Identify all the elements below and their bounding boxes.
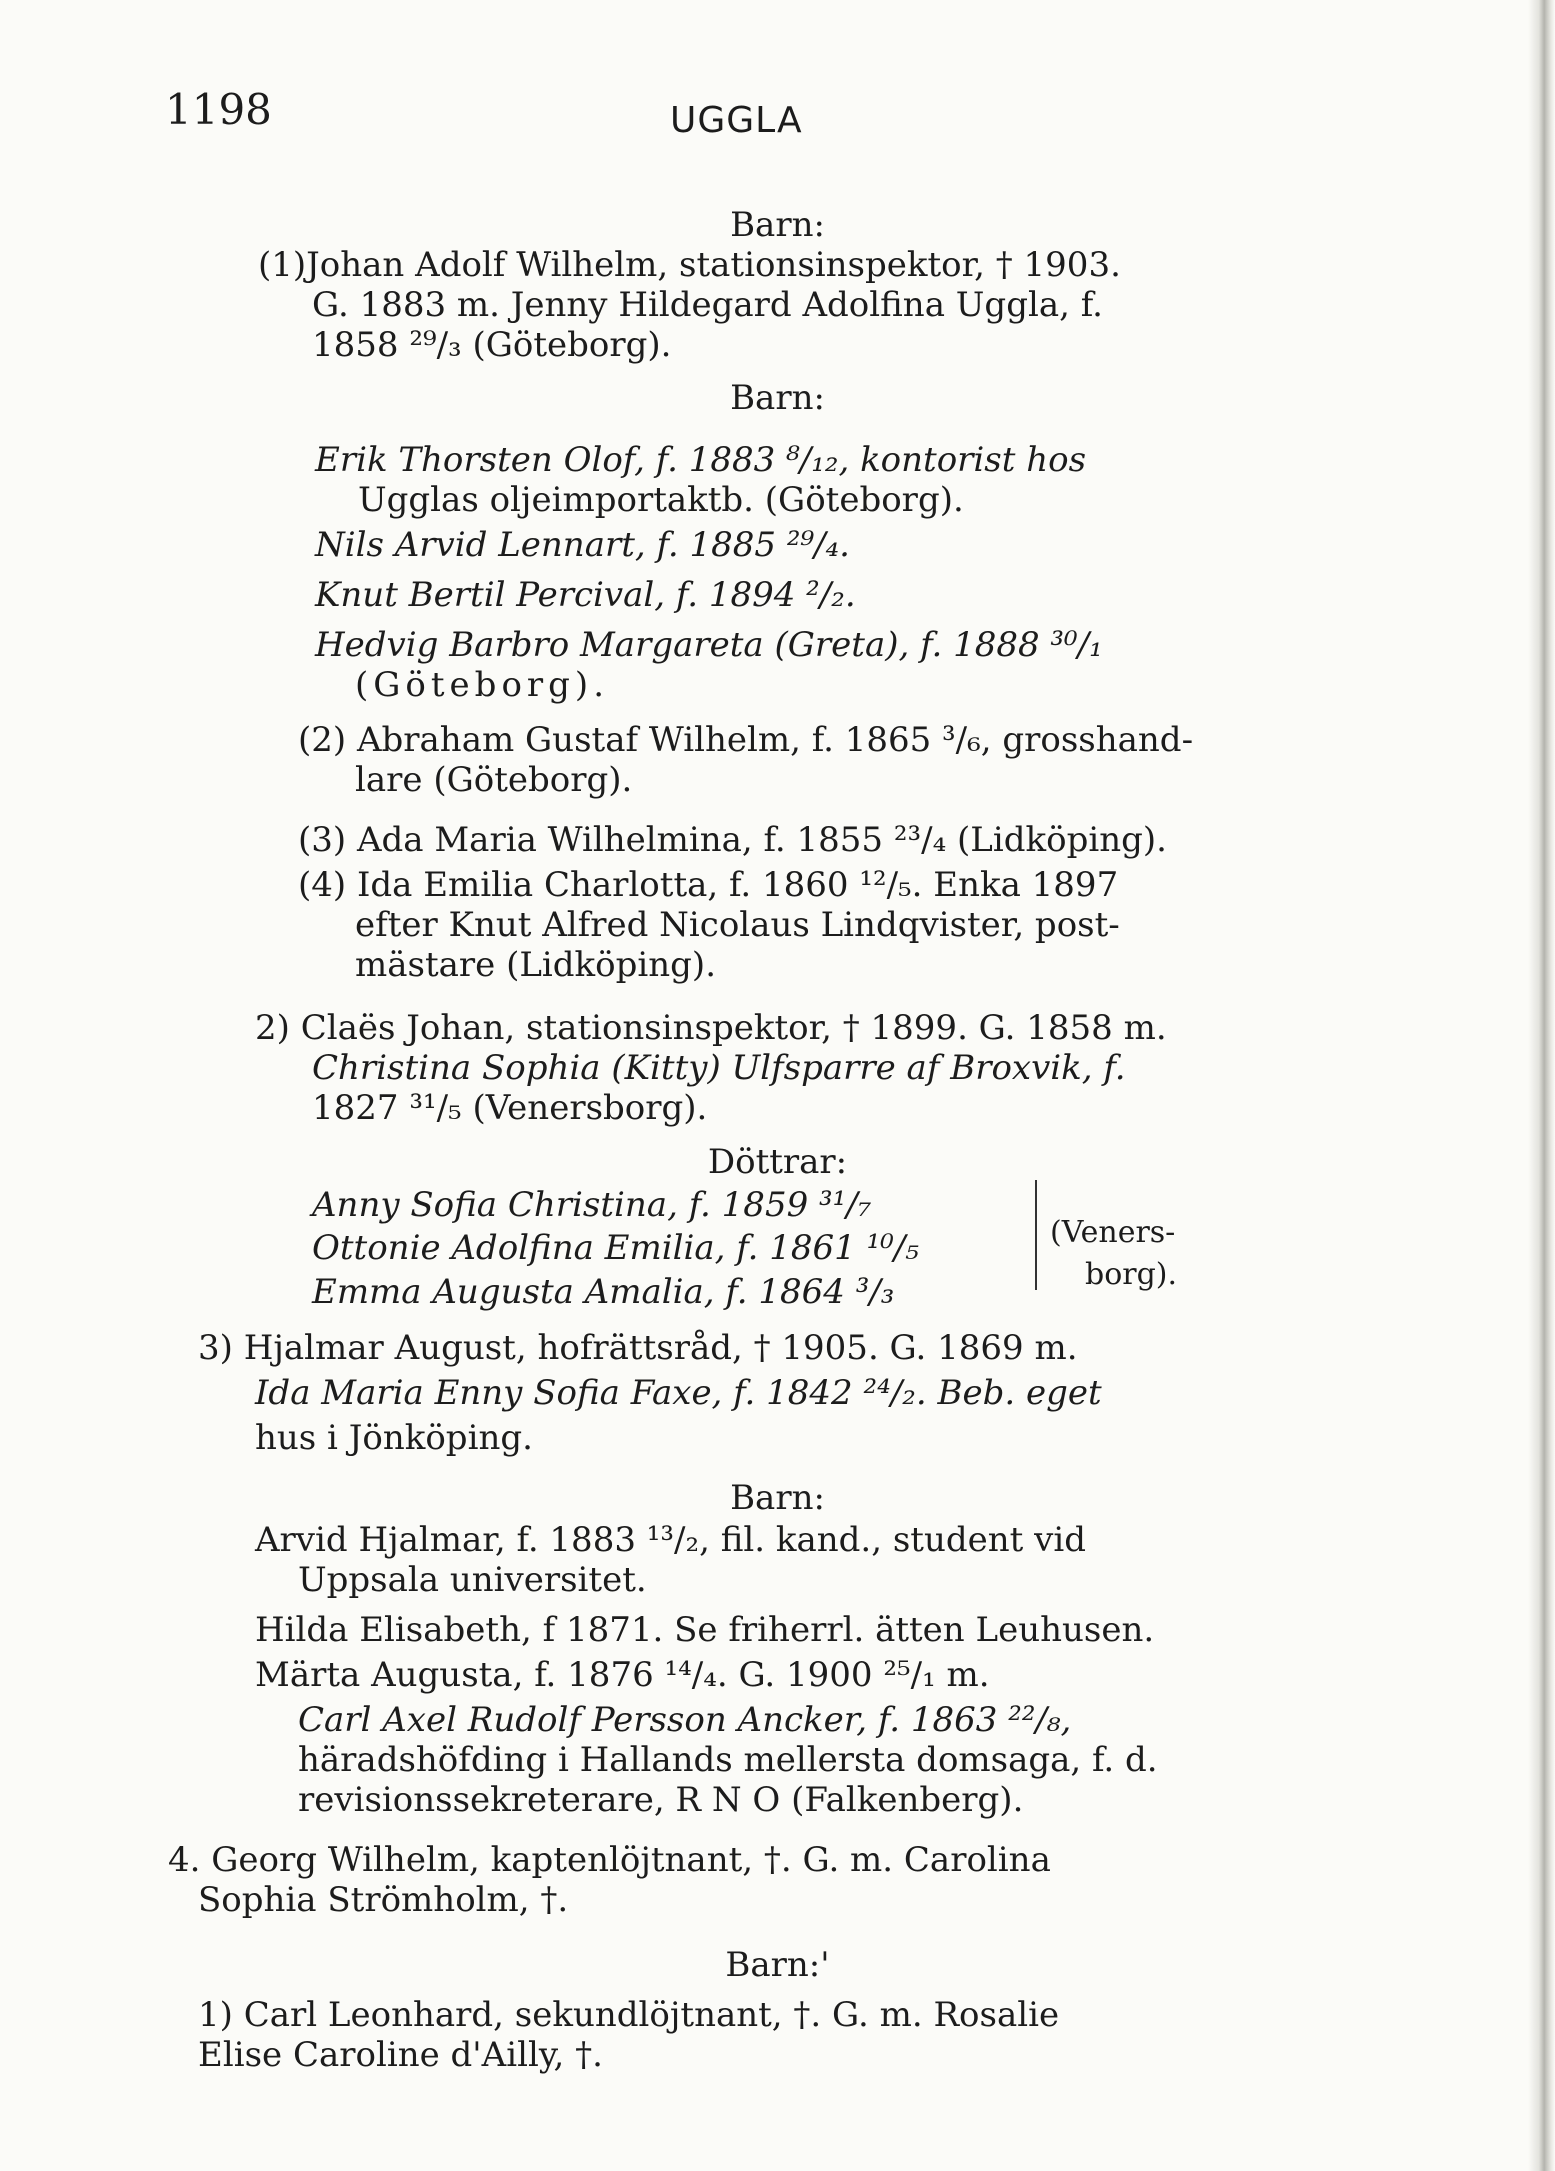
text-line: revisionssekreterare, R N O (Falkenberg). <box>298 1780 1024 1820</box>
text-line: 1827 ³¹/₅ (Venersborg). <box>312 1088 708 1128</box>
text-line: Märta Augusta, f. 1876 ¹⁴/₄. G. 1900 ²⁵/₁ m. <box>255 1655 990 1695</box>
text-line: Hedvig Barbro Margareta (Greta), f. 1888 ³⁰/₁ <box>315 625 1103 665</box>
text-line: lare (Göteborg). <box>355 760 633 800</box>
running-head: UGGLA <box>670 100 803 141</box>
text-line: Carl Axel Rudolf Persson Ancker, f. 1863 ²²/₈, <box>298 1700 1072 1740</box>
text-line: Ugglas oljeimportaktb. (Göteborg). <box>358 480 964 520</box>
text-line: Nils Arvid Lennart, f. 1885 ²⁹/₄. <box>315 525 850 565</box>
text-line: 4. Georg Wilhelm, kaptenlöjtnant, †. G. m. Carolina <box>168 1840 1051 1880</box>
text-line: Knut Bertil Percival, f. 1894 ²/₂. <box>315 575 856 615</box>
section-heading: Barn: <box>730 1478 825 1518</box>
text-line: Anny Sofia Christina, f. 1859 ³¹/₇ <box>312 1185 872 1225</box>
text-line: Sophia Strömholm, †. <box>198 1880 569 1920</box>
text-line: 3) Hjalmar August, hofrättsråd, † 1905. G. 1869 m. <box>198 1328 1078 1368</box>
text-line: Emma Augusta Amalia, f. 1864 ³/₃ <box>312 1272 895 1312</box>
text-line: häradshöfding i Hallands mellersta domsaga, f. d. <box>298 1740 1158 1780</box>
section-heading: Döttrar: <box>707 1142 848 1182</box>
text-line: 1858 ²⁹/₃ (Göteborg). <box>312 325 672 365</box>
section-heading: Barn: <box>730 378 825 418</box>
text-line: Hilda Elisabeth, f 1871. Se friherrl. ätten Leuhusen. <box>255 1610 1155 1650</box>
text-line: 1) Carl Leonhard, sekundlöjtnant, †. G. m. Rosalie <box>198 1995 1060 2035</box>
text-line: Ottonie Adolfina Emilia, f. 1861 ¹⁰/₅ <box>312 1228 919 1268</box>
text-line: (Göteborg). <box>355 665 610 705</box>
page-number: 1198 <box>165 85 272 134</box>
brace <box>1035 1180 1051 1290</box>
text-line: mästare (Lidköping). <box>355 945 717 985</box>
bracket-note: borg). <box>1085 1257 1178 1292</box>
text-line: Ida Maria Enny Sofia Faxe, f. 1842 ²⁴/₂. Beb. eget <box>255 1373 1102 1413</box>
text-line: (1)Johan Adolf Wilhelm, stationsinspektor, † 1903. <box>258 245 1121 285</box>
text-line: 2) Claës Johan, stationsinspektor, † 1899. G. 1858 m. <box>255 1008 1167 1048</box>
text-line: (2) Abraham Gustaf Wilhelm, f. 1865 ³/₆, grosshand- <box>298 720 1194 760</box>
section-heading: Barn: <box>730 205 825 245</box>
text-line: (4) Ida Emilia Charlotta, f. 1860 ¹²/₅. Enka 1897 <box>298 865 1119 905</box>
text-line: Erik Thorsten Olof, f. 1883 ⁸/₁₂, kontorist hos <box>315 440 1087 480</box>
text-line: Elise Caroline d'Ailly, †. <box>198 2035 603 2075</box>
text-line: (3) Ada Maria Wilhelmina, f. 1855 ²³/₄ (Lidköping). <box>298 820 1167 860</box>
text-line: Christina Sophia (Kitty) Ulfsparre af Broxvik, f. <box>312 1048 1126 1088</box>
text-line: G. 1883 m. Jenny Hildegard Adolfina Uggla, f. <box>312 285 1103 325</box>
text-line: Arvid Hjalmar, f. 1883 ¹³/₂, fil. kand., student vid <box>255 1520 1086 1560</box>
section-heading: Barn:' <box>725 1945 830 1985</box>
text-line: efter Knut Alfred Nicolaus Lindqvister, post- <box>355 905 1120 945</box>
text-line: hus i Jönköping. <box>255 1418 533 1458</box>
page-binding-edge <box>1528 0 1555 2171</box>
bracket-note: (Veners- <box>1050 1215 1176 1250</box>
text-line: Uppsala universitet. <box>298 1560 647 1600</box>
